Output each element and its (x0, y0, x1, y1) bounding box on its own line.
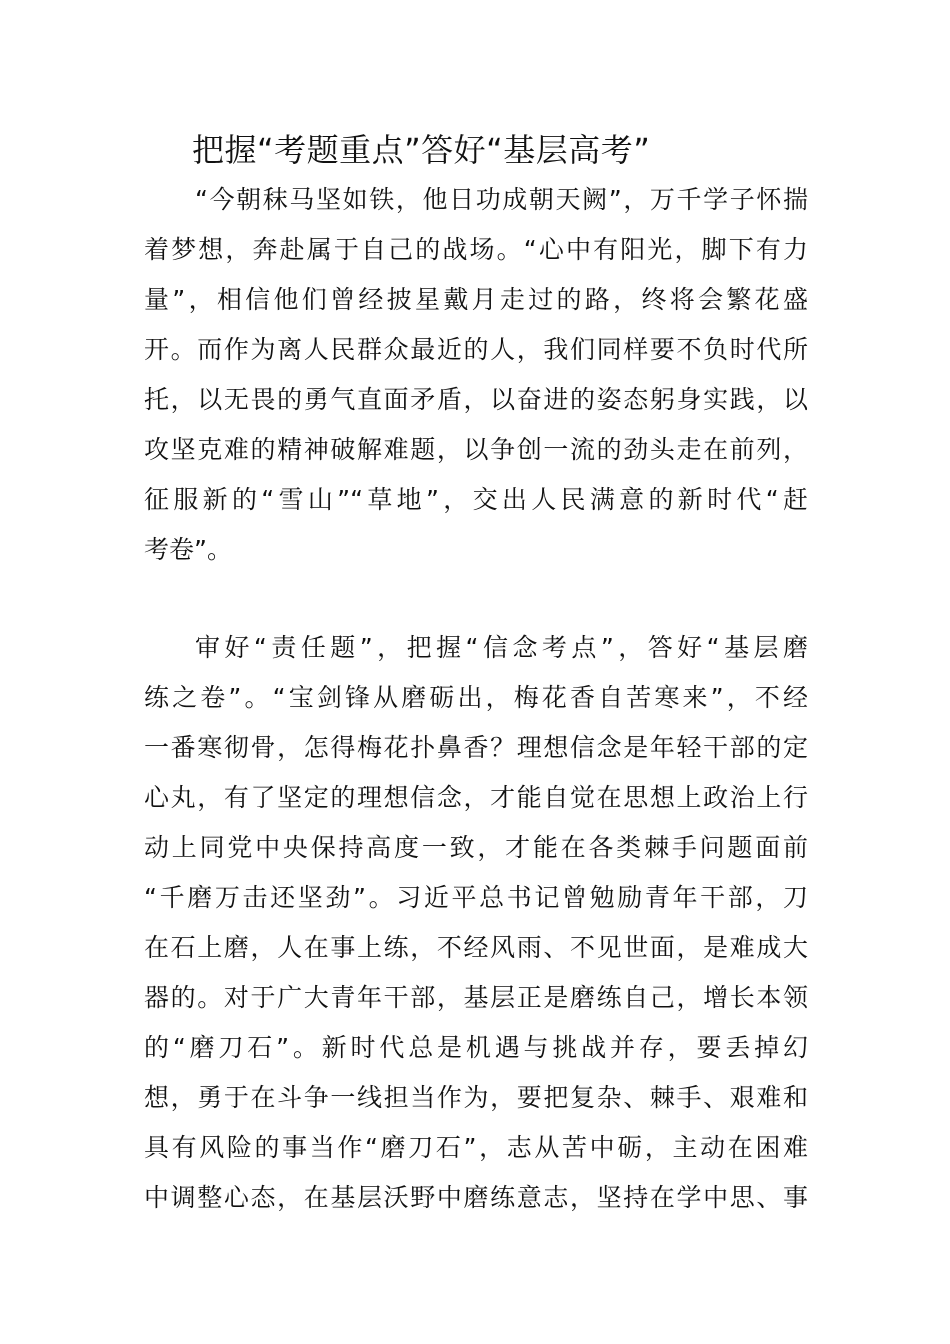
paragraph-2-line: “千磨万击还坚劲”。习近平总书记曾勉励青年干部，刀 (144, 883, 808, 912)
paragraph-2-line: 中调整心态，在基层沃野中磨练意志，坚持在学中思、事 (144, 1183, 808, 1212)
paragraph-2-line: 练之卷”。“宝剑锋从磨砺出，梅花香自苦寒来”，不经 (144, 683, 808, 712)
paragraph-2-line: 动上同党中央保持高度一致，才能在各类棘手问题面前 (144, 833, 808, 862)
paragraph-2-line: 器的。对于广大青年干部，基层正是磨练自己，增长本领 (144, 983, 808, 1012)
document-title: 把握“考题重点”答好“基层高考” (192, 131, 651, 169)
paragraph-1-line: 攻坚克难的精神破解难题，以争创一流的劲头走在前列， (144, 435, 808, 464)
paragraph-2-line: 心丸，有了坚定的理想信念，才能自觉在思想上政治上行 (144, 783, 808, 812)
paragraph-1-line: 量”，相信他们曾经披星戴月走过的路，终将会繁花盛 (144, 285, 808, 314)
paragraph-2-line: 想，勇于在斗争一线担当作为，要把复杂、棘手、艰难和 (144, 1083, 808, 1112)
paragraph-1-line: 考卷”。 (144, 535, 232, 564)
paragraph-1-line: 着梦想，奔赴属于自己的战场。“心中有阳光，脚下有力 (144, 235, 808, 264)
paragraph-2-line: 具有风险的事当作“磨刀石”，志从苦中砺，主动在困难 (144, 1133, 808, 1162)
paragraph-1-line: “今朝秣马坚如铁，他日功成朝天阙”，万千学子怀揣 (195, 185, 808, 214)
paragraph-1-line: 征服新的“雪山”“草地”，交出人民满意的新时代“赶 (144, 485, 808, 514)
paragraph-2-line: 一番寒彻骨，怎得梅花扑鼻香？理想信念是年轻干部的定 (144, 733, 808, 762)
paragraph-2-line: 审好“责任题”，把握“信念考点”，答好“基层磨 (195, 633, 808, 662)
paragraph-2-line: 的“磨刀石”。新时代总是机遇与挑战并存，要丢掉幻 (144, 1033, 808, 1062)
paragraph-2-line: 在石上磨，人在事上练，不经风雨、不见世面，是难成大 (144, 933, 808, 962)
paragraph-1-line: 托，以无畏的勇气直面矛盾，以奋进的姿态躬身实践，以 (144, 385, 808, 414)
paragraph-1-line: 开。而作为离人民群众最近的人，我们同样要不负时代所 (144, 335, 808, 364)
